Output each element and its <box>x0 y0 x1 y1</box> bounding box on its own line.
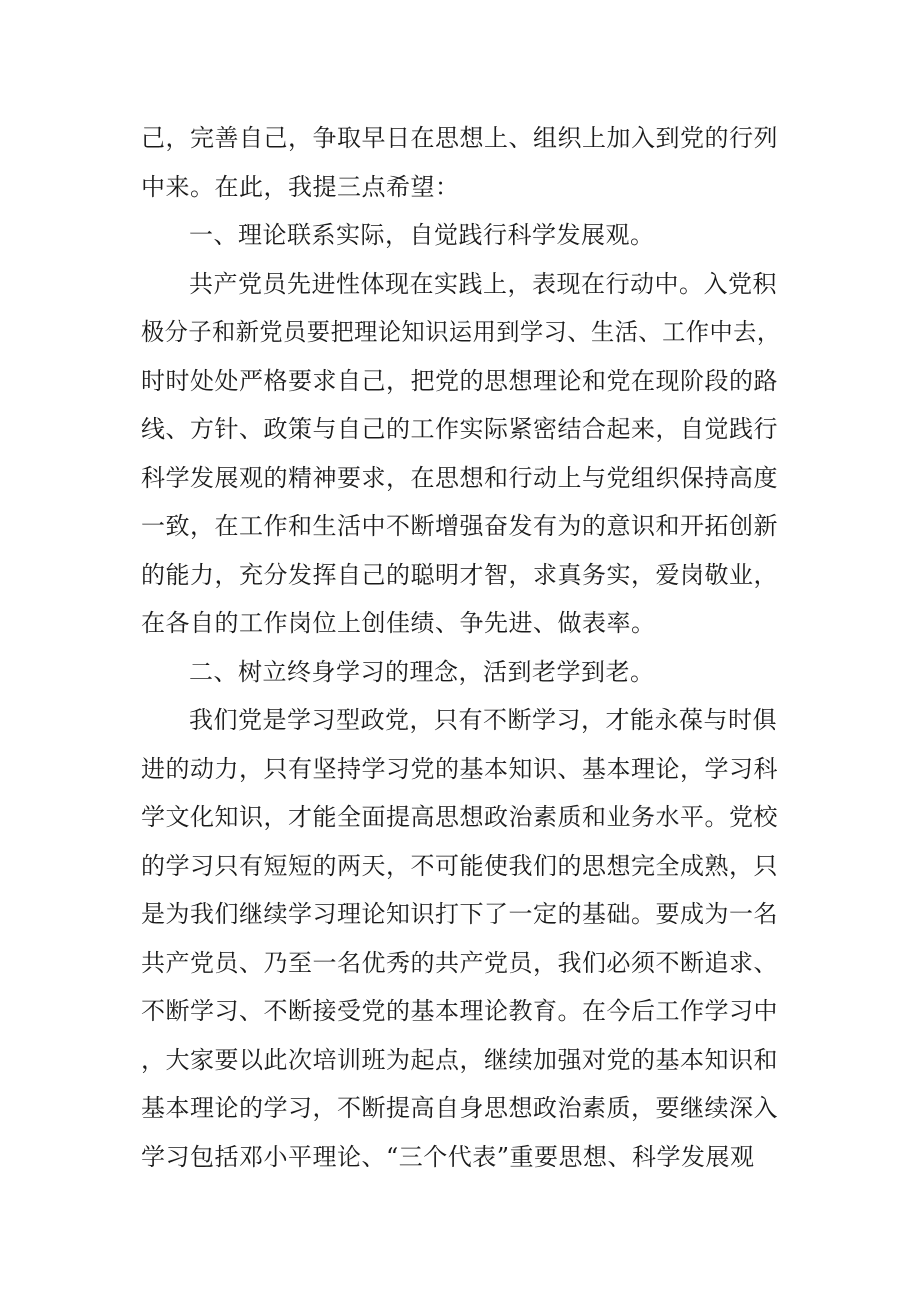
text-line: 我们党是学习型政党，只有不断学习，才能永葆与时俱 <box>189 706 777 734</box>
text-line: ，大家要以此次培训班为起点，继续加强对党的基本知识和 <box>141 1045 778 1074</box>
section-heading-1: 一、理论联系实际，自觉践行科学发展观。 <box>189 221 655 249</box>
text-line: 学习包括邓小平理论、“三个代表”重要思想、科学发展观 <box>141 1142 755 1171</box>
text-line: 基本理论的学习，不断提高自身思想政治素质，要继续深入 <box>141 1094 778 1122</box>
text-line: 中来。在此，我提三点希望： <box>141 172 460 201</box>
text-line: 共产党员先进性体现在实践上，表现在行动中。入党积 <box>189 269 777 298</box>
text-line: 的学习只有短短的两天，不可能使我们的思想完全成熟，只 <box>141 851 778 880</box>
text-line: 在各自的工作岗位上创佳绩、争先进、做表率。 <box>141 609 656 637</box>
text-line: 学文化知识，才能全面提高思想政治素质和业务水平。党校 <box>141 803 778 831</box>
text-line: 一致，在工作和生活中不断增强奋发有为的意识和开拓创新 <box>141 512 778 540</box>
text-line: 不断学习、不断接受党的基本理论教育。在今后工作学习中 <box>141 997 778 1025</box>
text-line: 己，完善自己，争取早日在思想上、组织上加入到党的行列 <box>141 124 778 152</box>
text-line: 极分子和新党员要把理论知识运用到学习、生活、工作中去， <box>141 318 781 346</box>
text-line: 进的动力，只有坚持学习党的基本知识、基本理论，学习科 <box>141 754 778 783</box>
document-body <box>141 114 781 1181</box>
text-line: 是为我们继续学习理论知识打下了一定的基础。要成为一名 <box>141 900 778 928</box>
section-heading-2: 二、树立终身学习的理念，活到老学到老。 <box>189 657 655 686</box>
text-line: 线、方针、政策与自己的工作实际紧密结合起来，自觉践行 <box>141 415 778 443</box>
text-line: 的能力，充分发挥自己的聪明才智，求真务实，爱岗敬业， <box>141 560 778 589</box>
text-line: 共产党员、乃至一名优秀的共产党员，我们必须不断追求、 <box>141 948 778 977</box>
text-line: 科学发展观的精神要求，在思想和行动上与党组织保持高度 <box>141 463 778 492</box>
text-line: 时时处处严格要求自己，把党的思想理论和党在现阶段的路 <box>141 366 778 395</box>
